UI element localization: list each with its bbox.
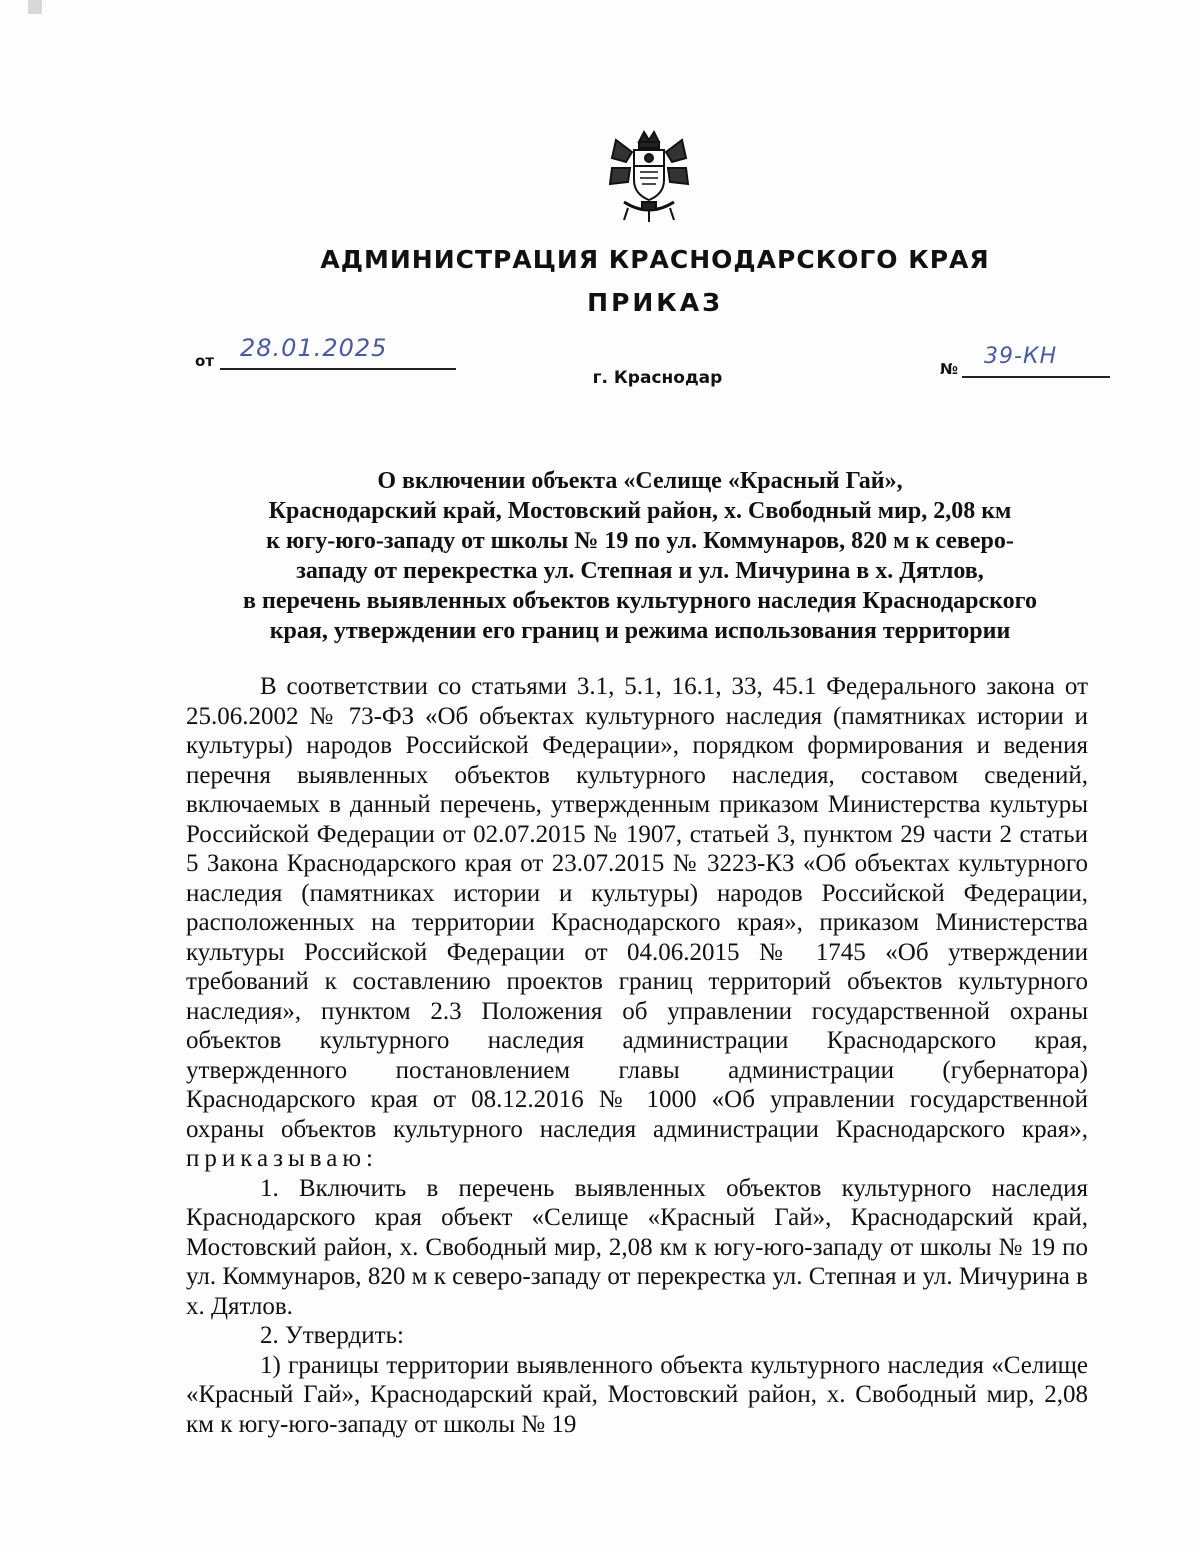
subject-line: края, утверждении его границ и режима использования территории (269, 618, 1011, 644)
order-word: приказываю: (186, 1145, 378, 1172)
date-line (220, 334, 456, 370)
coat-of-arms-icon (606, 128, 692, 224)
city: г. Краснодар (592, 368, 723, 388)
number-value: 39-КН (984, 344, 1058, 369)
date-value: 28.01.2025 (240, 334, 388, 362)
date-label: от (195, 352, 214, 370)
item-1-paragraph: 1. Включить в перечень выявленных объектов культурного наследия Краснодарского края объект «Селище «Красный Гай», Краснодарский край, Мостовский район, х. Свободный мир, 2,08 км к югу-юго-западу от школы № 19 по ул. Коммунаров, 820 м к северо-западу от перекрестка ул. Степная и ул. Мичурина в х. Дятлов. (186, 1174, 1088, 1320)
subject-line: к югу-юго-западу от школы № 19 по ул. Коммунаров, 820 м к северо- (266, 528, 1014, 554)
scan-artifact (28, 0, 42, 14)
subject-line: Краснодарский край, Мостовский район, х. Свободный мир, 2,08 км (268, 498, 1012, 524)
document-subject (180, 466, 1100, 646)
organization-title: АДМИНИСТРАЦИЯ КРАСНОДАРСКОГО КРАЯ (320, 245, 990, 274)
item-2-paragraph: 2. Утвердить: (260, 1322, 404, 1349)
date-field (195, 334, 456, 370)
subject-line: западу от перекрестка ул. Степная и ул. Мичурина в х. Дятлов, (296, 558, 984, 584)
document-type: ПРИКАЗ (587, 288, 723, 317)
document-body (186, 672, 1088, 1439)
preamble-paragraph (186, 672, 1088, 1174)
subject-line: О включении объекта «Селище «Красный Гай», (377, 468, 903, 494)
item-2-1-paragraph: 1) границы территории выявленного объекта культурного наследия «Селище «Красный Гай», Краснодарский край, Мостовский район, х. Свободный мир, 2,08 км к югу-юго-западу от школы № 19 (186, 1351, 1088, 1438)
subject-line: в перечень выявленных объектов культурного наследия Краснодарского (243, 588, 1037, 614)
number-label: № (940, 360, 959, 378)
preamble-text: В соответствии со статьями 3.1, 5.1, 16.1, 33, 45.1 Федерального закона от 25.06.2002 № 73-ФЗ «Об объектах культурного наследия (памятниках истории и культуры) народов Российской Федерации», порядком формирования и ведения перечня выявленных объектов культурного наследия, составом сведений, включаемых в данный перечень, утвержденным приказом Министерства культуры Российской Федерации от 02.07.2015 № 1907, статьей 3, пунктом 29 части 2 статьи 5 Закона Краснодарского края от 23.07.2015 № 3223-КЗ «Об объектах культурного наследия (памятниках истории и культуры) народов Российской Федерации, расположенных на территории Краснодарского края», приказом Министерства культуры Российской Федерации от 04.06.2015 № 1745 «Об утверждении требований к составлению проектов границ территорий объектов культурного наследия», пунктом 2.3 Положения об управлении государственной охраны объектов культурного наследия администрации Краснодарского края, утвержденного постановлением главы администрации (губернатора) Краснодарского края от 08.12.2016 № 1000 «Об управлении государственной охраны объектов культурного наследия администрации Краснодарского края», (186, 673, 1088, 1143)
